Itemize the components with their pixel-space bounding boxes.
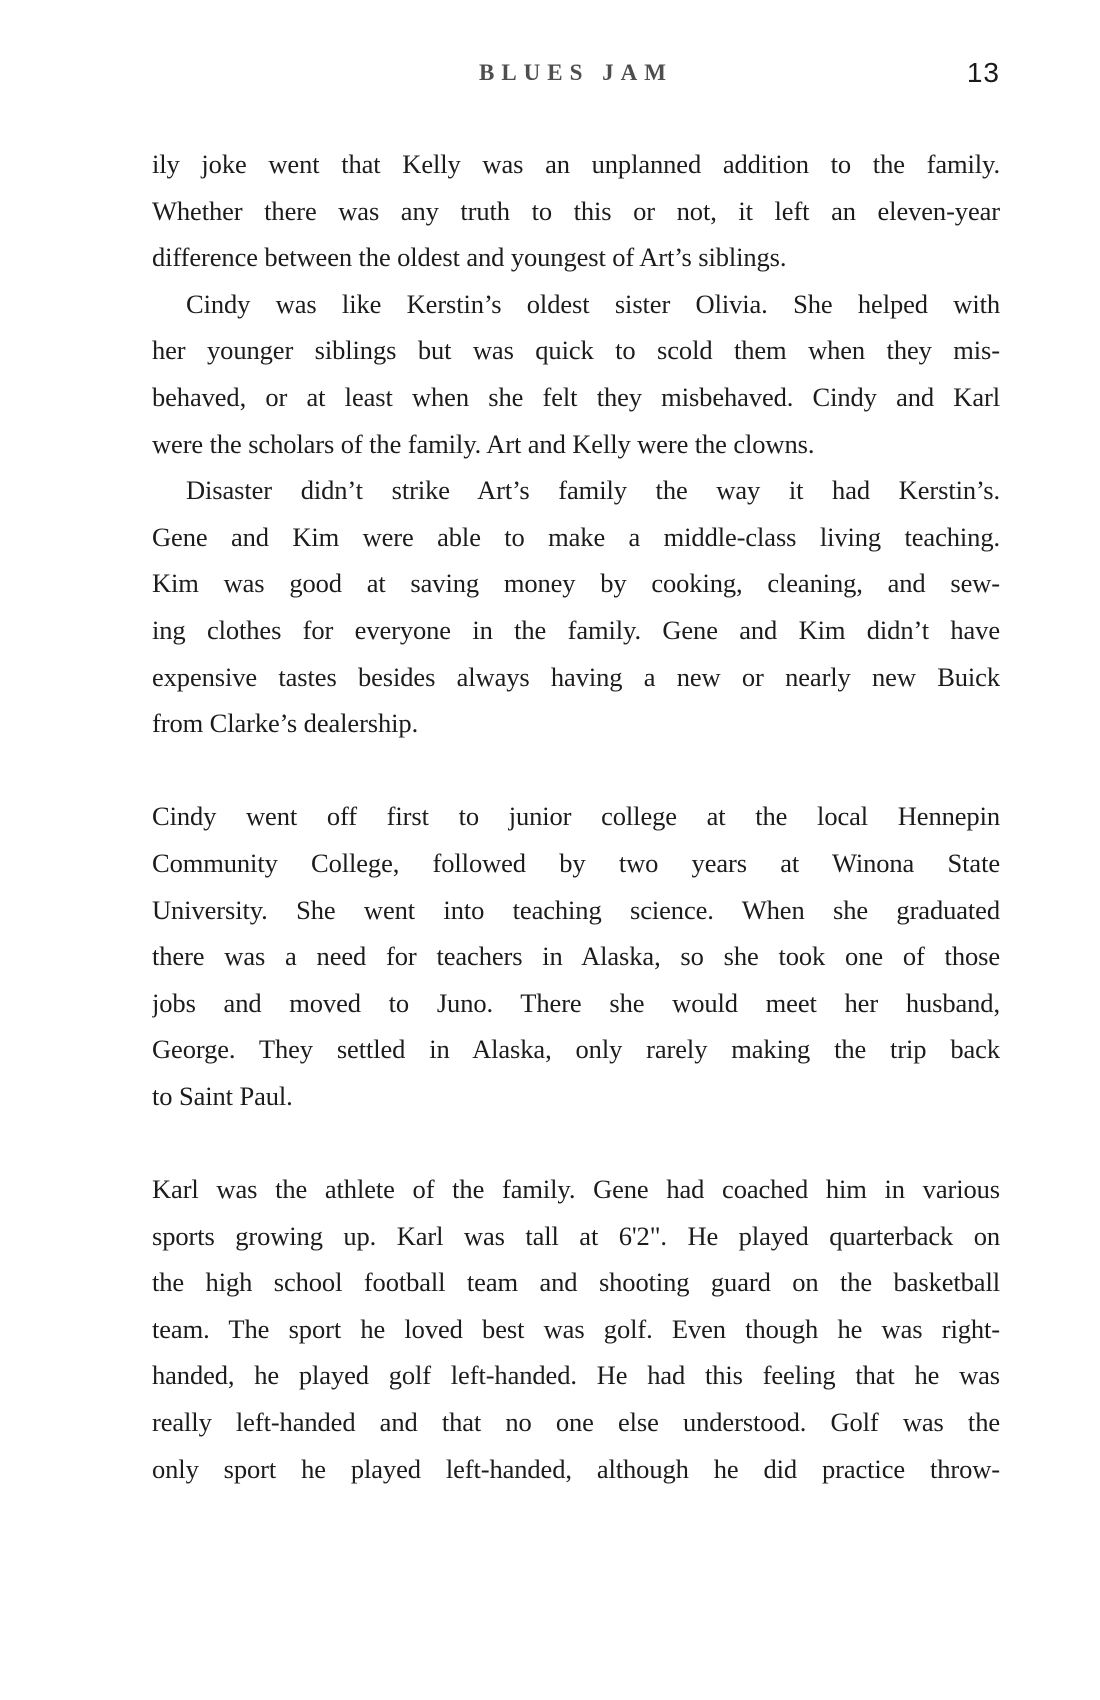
running-head-title: BLUES JAM <box>479 60 673 85</box>
text-line: were the scholars of the family. Art and Kelly were the clowns. <box>152 428 815 459</box>
text-line: jobs and moved to Juno. There she would meet her husband, <box>152 987 1000 1018</box>
text-line: George. They settled in Alaska, only rarely making the trip back <box>152 1034 1000 1065</box>
text-line: her younger siblings but was quick to scold them when they mis- <box>152 335 1000 366</box>
text-line: Karl was the athlete of the family. Gene had coached him in various <box>152 1174 1000 1205</box>
text-line: team. The sport he loved best was golf. Even though he was right- <box>152 1313 1000 1344</box>
text-line: Whether there was any truth to this or not, it left an eleven-year <box>152 195 1000 226</box>
text-line: Cindy went off first to junior college at the local Hennepin <box>152 801 1000 832</box>
paragraph <box>152 281 1000 467</box>
text-line: only sport he played left-handed, although he did practice throw- <box>152 1453 1000 1484</box>
text-line: really left-handed and that no one else understood. Golf was the <box>152 1407 1000 1438</box>
text-line: Community College, followed by two years at Winona State <box>152 847 1000 878</box>
paragraph <box>152 793 1000 1119</box>
text-line: Disaster didn’t strike Art’s family the way it had Kerstin’s. <box>186 475 1000 506</box>
text-line: ing clothes for everyone in the family. Gene and Kim didn’t have <box>152 614 1000 645</box>
text-line: expensive tastes besides always having a new or nearly new Buick <box>152 661 1000 692</box>
text-line: ily joke went that Kelly was an unplanned addition to the family. <box>152 149 1000 179</box>
body-text <box>152 141 1000 1492</box>
page-header <box>152 57 1000 96</box>
paragraph <box>152 141 1000 281</box>
text-line: there was a need for teachers in Alaska, so she took one of those <box>152 941 1000 972</box>
text-line: from Clarke’s dealership. <box>152 708 419 739</box>
text-line: sports growing up. Karl was tall at 6'2". He played quarterback on <box>152 1220 1000 1251</box>
paragraph <box>152 467 1000 747</box>
text-line: the high school football team and shooting guard on the basketball <box>152 1267 1000 1298</box>
page-number: 13 <box>966 57 1000 88</box>
text-line: difference between the oldest and youngest of Art’s siblings. <box>152 242 787 273</box>
text-line: Gene and Kim were able to make a middle-class living teaching. <box>152 521 1000 552</box>
text-line: behaved, or at least when she felt they misbehaved. Cindy and Karl <box>152 381 1000 412</box>
text-line: handed, he played golf left-handed. He had this feeling that he was <box>152 1360 1000 1391</box>
text-line: to Saint Paul. <box>152 1080 293 1111</box>
paragraph <box>152 1166 1000 1492</box>
text-line: Kim was good at saving money by cooking, cleaning, and sew- <box>152 568 1000 599</box>
text-line: University. She went into teaching science. When she graduated <box>152 894 1000 925</box>
text-line: Cindy was like Kerstin’s oldest sister Olivia. She helped with <box>186 288 1000 319</box>
